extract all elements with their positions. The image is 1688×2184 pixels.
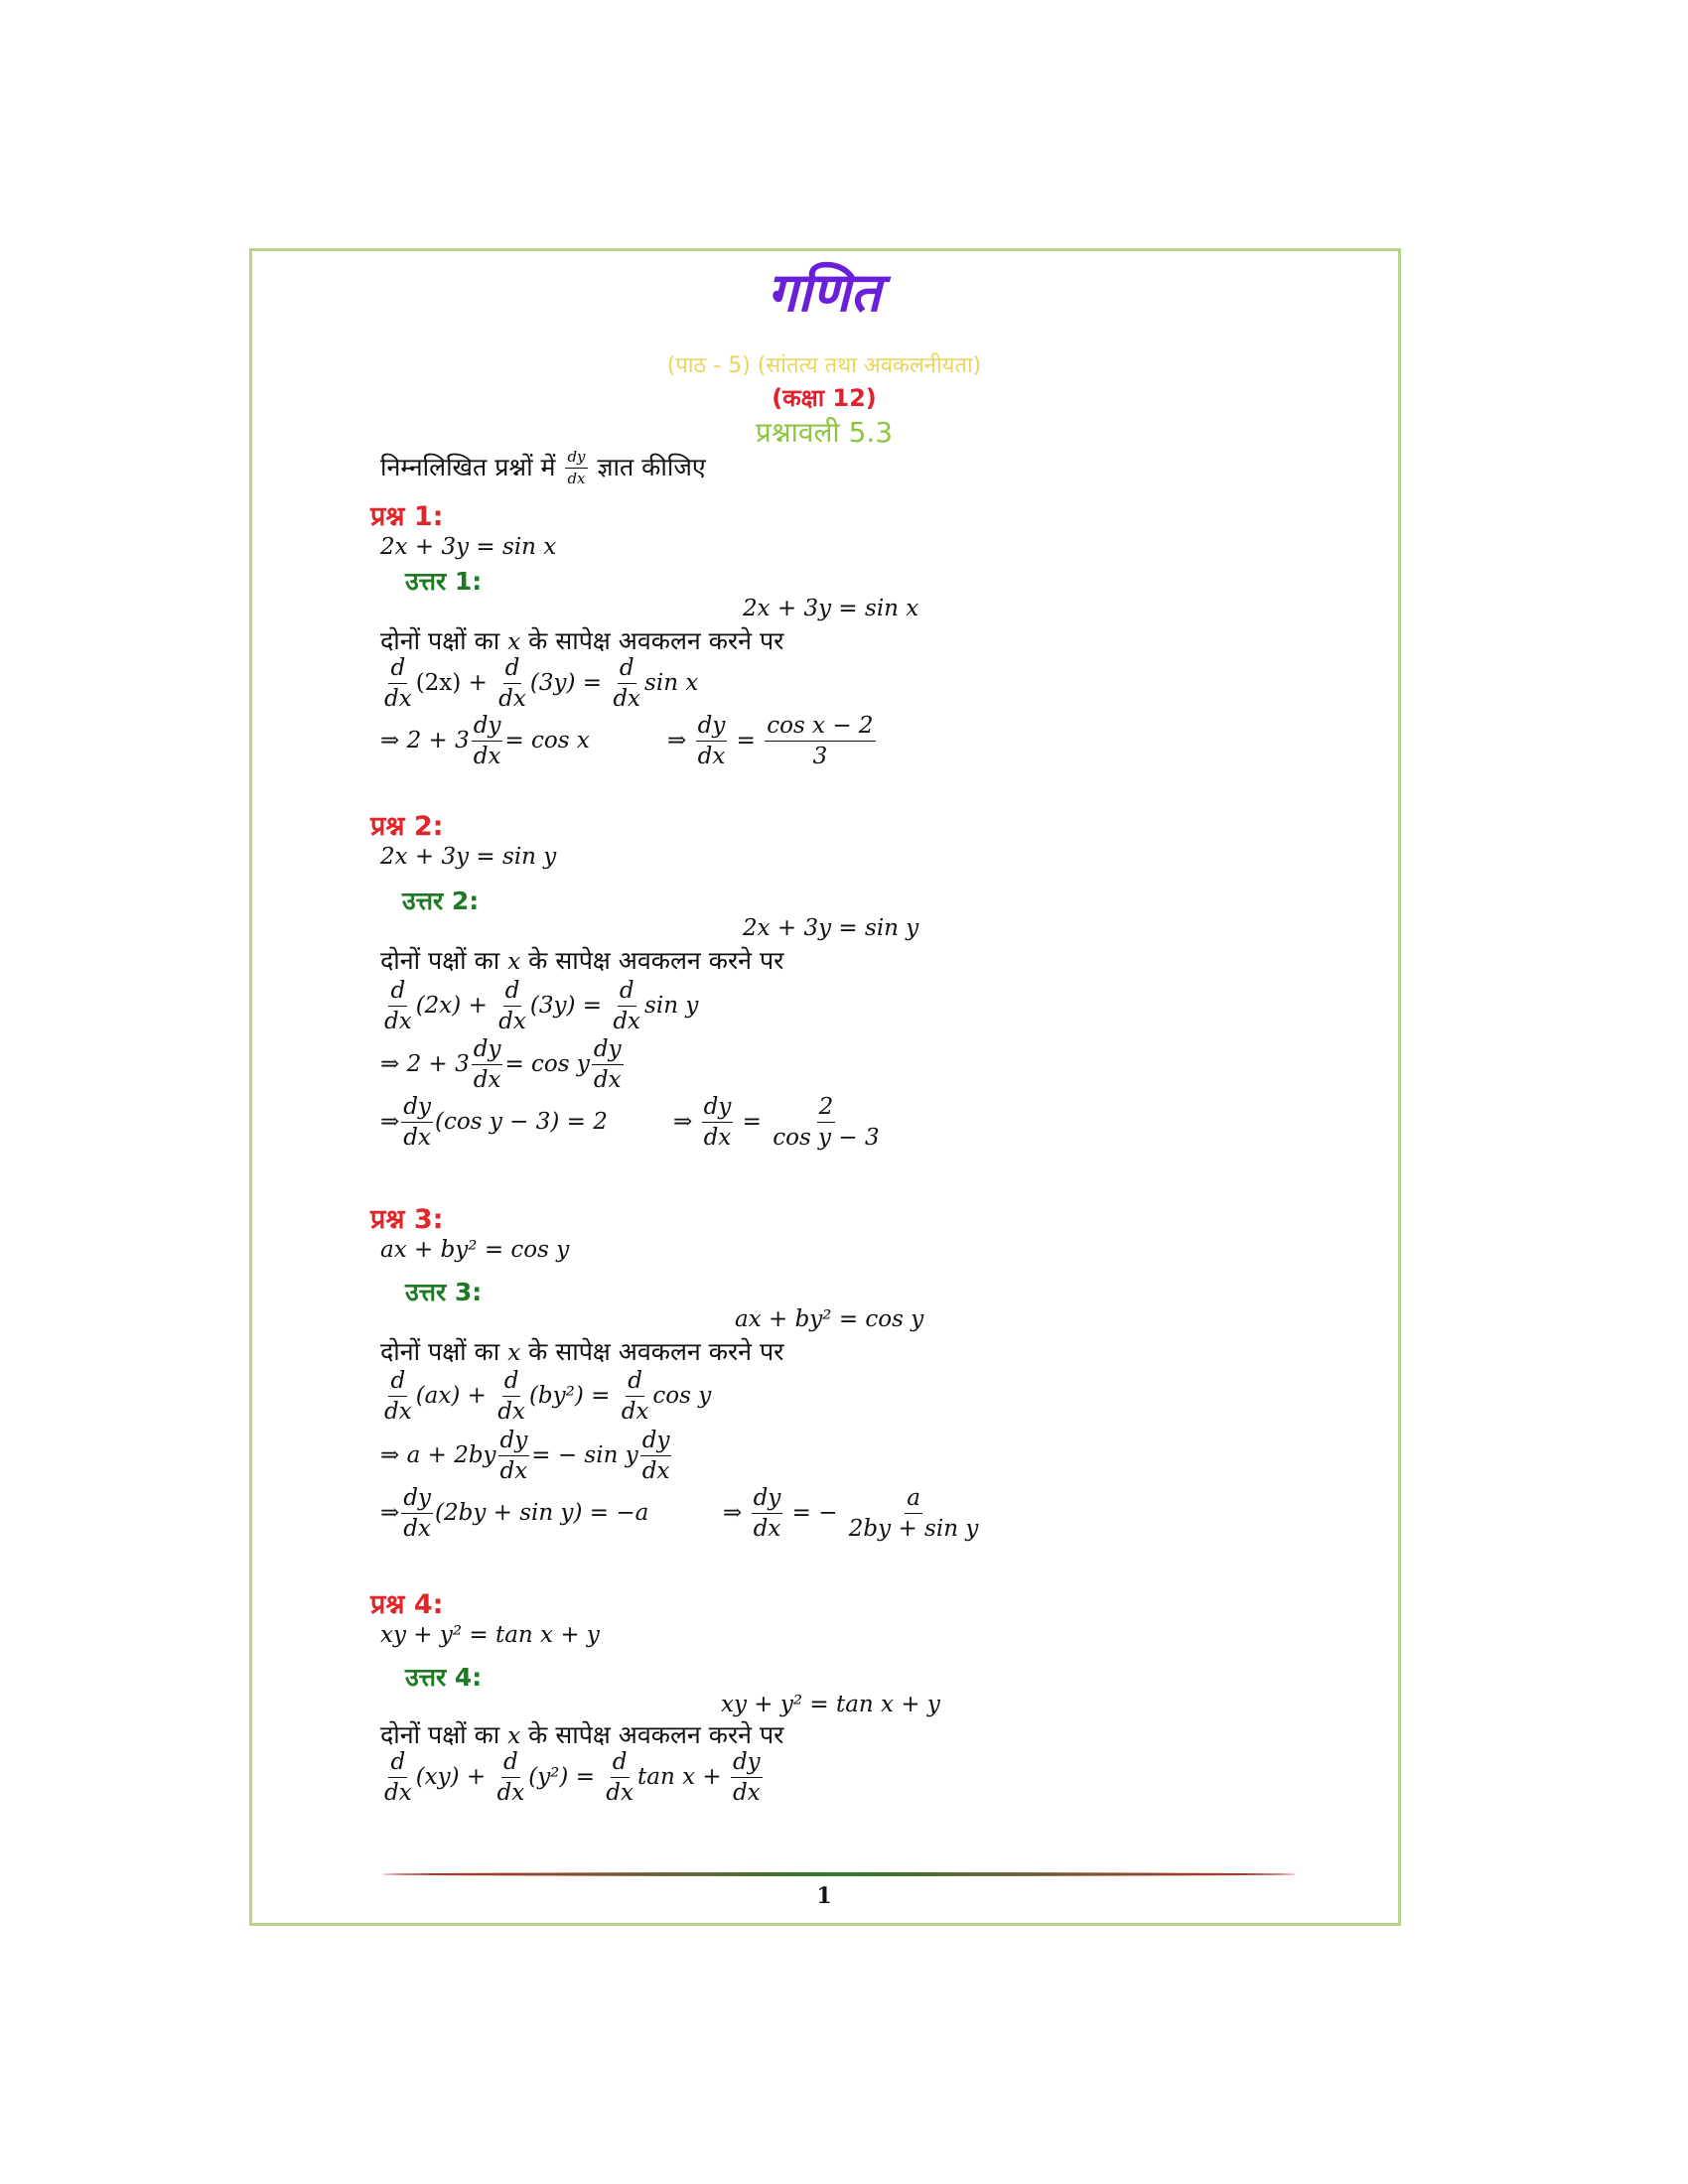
answer-3-result: ⇒ $\frac{dy}{dx}$ = − $\frac{a}{\text{2by + sin y}}$: [723, 1485, 979, 1543]
footer-divider: [382, 1872, 1296, 1876]
d-dx-fraction: $\frac{d}{dx}$: [498, 978, 526, 1035]
d-dx-fraction: $\frac{d}{dx}$: [613, 655, 641, 713]
result-fraction: $\frac{a}{\text{2by + sin y}}$: [848, 1485, 979, 1543]
answer-4-step-1: $\frac{d}{dx}$ (xy) + $\frac{d}{dx}$ (y²) = $\frac{d}{dx}$ tan x + $\frac{dy}{dx}$: [384, 1749, 761, 1807]
answer-3-label: उत्तर 3:: [405, 1278, 483, 1306]
dy-dx-fraction: $\frac{dy}{dx}$: [753, 1485, 781, 1543]
exercise-title: प्रश्नावली 5.3: [755, 416, 894, 449]
answer-3-step-1: $\frac{d}{dx}$ (ax) + $\frac{d}{dx}$ (by²) = $\frac{d}{dx}$ cos y: [384, 1368, 712, 1426]
answer-4-diff-text: दोनों पक्षों का x के सापेक्ष अवकलन करने पर: [380, 1720, 784, 1749]
question-1-label: प्रश्न 1:: [370, 501, 444, 532]
answer-1-diff-text: दोनों पक्षों का x के सापेक्ष अवकलन करने पर: [380, 626, 784, 655]
class-label: (कक्षा 12): [772, 384, 877, 412]
dy-dx-fraction: $\frac{dy}{dx}$: [567, 448, 586, 488]
d-dx-fraction: $\frac{d}{dx}$: [621, 1368, 649, 1426]
answer-3-diff-text: दोनों पक्षों का x के सापेक्ष अवकलन करने पर: [380, 1337, 784, 1366]
question-3-label: प्रश्न 3:: [370, 1204, 444, 1235]
chapter-subtitle: (पाठ - 5) (सांतत्य तथा अवकलनीयता): [666, 353, 982, 378]
instruction: [380, 449, 706, 488]
answer-3-step-2: ⇒ a + 2by $\frac{dy}{dx}$ = − sin y $\frac{dy}{dx}$: [380, 1428, 670, 1485]
d-dx-fraction: $\frac{d}{dx}$: [606, 1749, 633, 1807]
answer-3-step-3: ⇒ $\frac{dy}{dx}$ (2by + sin y) = −a: [380, 1485, 649, 1543]
dy-dx-fraction: $\frac{dy}{dx}$: [499, 1428, 528, 1485]
answer-1-step-2: ⇒ 2 + 3 $\frac{dy}{dx}$ = cos x: [380, 713, 590, 770]
d-dx-fraction: $\frac{d}{dx}$: [498, 655, 526, 713]
answer-2-diff-text: दोनों पक्षों का x के सापेक्ष अवकलन करने पर: [380, 946, 784, 975]
question-4-label: प्रश्न 4:: [370, 1589, 444, 1620]
d-dx-fraction: $\frac{d}{dx}$: [384, 1749, 412, 1807]
d-dx-fraction: $\frac{d}{dx}$: [613, 978, 641, 1035]
dy-dx-fraction: $\frac{dy}{dx}$: [473, 1036, 501, 1094]
answer-1-result: ⇒ $\frac{dy}{dx}$ = $\frac{\text{cos x − 2}}{3}$: [667, 713, 874, 770]
d-dx-fraction: $\frac{d}{dx}$: [384, 1368, 412, 1426]
d-dx-fraction: $\frac{d}{dx}$: [496, 1749, 525, 1807]
question-3-equation: ax + by² = cos y: [380, 1237, 570, 1263]
dy-dx-fraction: $\frac{dy}{dx}$: [473, 713, 501, 770]
d-dx-fraction: $\frac{d}{dx}$: [384, 978, 412, 1035]
answer-2-step-1: $\frac{d}{dx}$ (2x) + $\frac{d}{dx}$ (3y) = $\frac{d}{dx}$ sin y: [384, 978, 699, 1035]
dy-dx-fraction: $\frac{dy}{dx}$: [593, 1036, 622, 1094]
question-4-equation: xy + y² = tan x + y: [380, 1622, 600, 1648]
answer-4-label: उत्तर 4:: [405, 1663, 483, 1692]
dy-dx-fraction: $\frac{dy}{dx}$: [641, 1428, 670, 1485]
page-number: 1: [816, 1883, 832, 1909]
dy-dx-fraction: $\frac{dy}{dx}$: [703, 1094, 732, 1152]
dy-dx-fraction: $\frac{dy}{dx}$: [732, 1749, 761, 1807]
dy-dx-fraction: $\frac{dy}{dx}$: [403, 1094, 431, 1152]
answer-2-given: 2x + 3y = sin y: [743, 915, 919, 941]
dy-dx-fraction: $\frac{dy}{dx}$: [403, 1485, 431, 1543]
answer-1-given: 2x + 3y = sin x: [743, 596, 919, 621]
answer-4-given: xy + y² = tan x + y: [721, 1692, 940, 1717]
question-2-equation: 2x + 3y = sin y: [380, 844, 557, 870]
dy-dx-fraction: $\frac{dy}{dx}$: [697, 713, 726, 770]
d-dx-fraction: $\frac{d}{dx}$: [384, 655, 412, 713]
question-1-equation: 2x + 3y = sin x: [380, 534, 557, 560]
page-title: गणित: [767, 261, 882, 324]
result-fraction: $\frac{2}{\text{cos y − 3}}$: [773, 1094, 880, 1152]
instruction-suffix: ज्ञात कीजिए: [597, 452, 706, 481]
answer-1-step-1: $\frac{d}{dx}$ (2x) + $\frac{d}{dx}$ (3y) = $\frac{d}{dx}$ sin x: [384, 655, 699, 713]
instruction-prefix: निम्नलिखित प्रश्नों में: [380, 452, 556, 481]
answer-2-label: उत्तर 2:: [402, 887, 480, 915]
d-dx-fraction: $\frac{d}{dx}$: [497, 1368, 525, 1426]
answer-2-result: ⇒ $\frac{dy}{dx}$ = $\frac{2}{\text{cos y − 3}}$: [673, 1094, 880, 1152]
answer-2-step-2: ⇒ 2 + 3 $\frac{dy}{dx}$ = cos y $\frac{dy}{dx}$: [380, 1036, 622, 1094]
question-2-label: प्रश्न 2:: [370, 811, 444, 842]
result-fraction: $\frac{\text{cos x − 2}}{3}$: [767, 713, 874, 770]
answer-1-label: उत्तर 1:: [405, 567, 483, 596]
answer-3-given: ax + by² = cos y: [735, 1306, 924, 1332]
answer-2-step-3: ⇒ $\frac{dy}{dx}$ (cos y − 3) = 2: [380, 1094, 608, 1152]
